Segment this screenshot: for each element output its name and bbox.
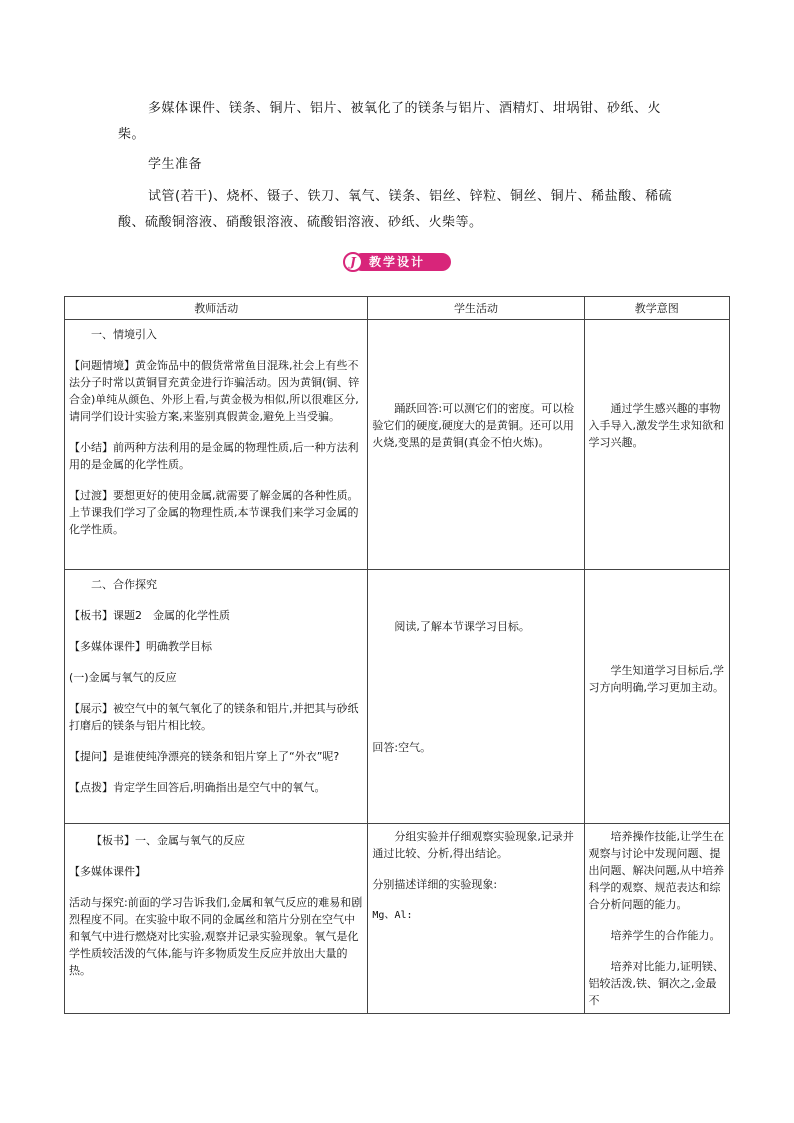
row2-guide: 【点拨】肯定学生回答后,明确指出是空气中的氧气。	[69, 781, 326, 794]
row3-intent-skills: 培养操作技能,让学生在观察与讨论中发现问题、提出问题、解决问题,从中培养科学的观察、规范表达和综合分析问题的能力。	[588, 830, 725, 911]
row2-multimedia: 【多媒体课件】明确教学目标	[69, 640, 212, 653]
row1-student-answer: 踊跃回答:可以测它们的密度。可以检验它们的硬度,硬度大的是黄铜。还可以用火烧,变黑的是黄铜(真金不怕火炼)。	[372, 402, 575, 449]
row3-intent-compare: 培养对比能力,证明镁、铝较活泼,铁、铜次之,金最不	[588, 960, 725, 1007]
row1-intent: 通过学生感兴趣的事物入手导入,激发学生求知欲和学习兴趣。	[588, 402, 725, 449]
badge-label: 教学设计	[369, 255, 426, 269]
row1-summary: 【小结】前两种方法利用的是金属的物理性质,后一种方法利用的是金属的化学性质。	[69, 441, 359, 471]
student-cell	[368, 824, 584, 1014]
row2-board: 【板书】课题2 金属的化学性质	[69, 609, 230, 622]
row1-problem: 【问题情境】黄金饰品中的假货常常鱼目混珠,社会上有些不法分子时常以黄铜冒充黄金进行诈骗活动。因为黄铜(铜、锌合金)单纯从颜色、外形上看,与黄金极为相似,所以很难区分,请同学们设计实验方案,来鉴别真假黄金,避免上当受骗。	[69, 359, 360, 423]
row3-student-experiment: 分组实验并仔细观察实验现象,记录并通过比较、分析,得出结论。	[372, 830, 574, 860]
header-student-activity: 学生活动	[368, 297, 584, 320]
student-materials-text: 试管(若干)、烧杯、镊子、铁刀、氧气、镁条、铝丝、锌粒、铜丝、铜片、稀盐酸、稀硫酸、硫酸铜溶液、硝酸银溶液、硫酸铝溶液、砂纸、火柴等。	[118, 189, 673, 230]
student-cell	[368, 570, 584, 824]
row3-student-mg-al: Mg、Al:	[372, 910, 413, 921]
student-cell	[368, 320, 584, 570]
teacher-cell	[65, 320, 368, 570]
row2-question: 【提问】是谁使纯净漂亮的镁条和铝片穿上了“外衣”呢?	[69, 750, 340, 763]
row2-student-read: 阅读,了解本节课学习目标。	[394, 620, 530, 633]
lesson-design-table	[64, 296, 730, 1014]
row3-board: 【板书】一、金属与氧气的反应	[91, 834, 245, 847]
row2-section-title: 二、合作探究	[91, 578, 157, 591]
header-teacher-activity: 教师活动	[65, 297, 368, 320]
header-teaching-intent: 教学意图	[584, 297, 729, 320]
row3-activity: 活动与探究:前面的学习告诉我们,金属和氧气反应的难易和剧烈程度不同。在实验中取不同的金属丝和箔片分别在空气中和氧气中进行燃烧对比实验,观察并记录实验现象。氧气是化学性质较活泼的气体,能与许多物质发生反应并放出大量的热。	[69, 896, 363, 977]
student-prep-title: 学生准备	[148, 157, 203, 172]
row1-section-title: 一、情境引入	[91, 328, 157, 341]
teacher-materials-text: 多媒体课件、镁条、铜片、铝片、被氧化了的镁条与铝片、酒精灯、坩埚钳、砂纸、火柴。	[118, 101, 662, 142]
table-row	[65, 320, 730, 570]
intent-cell	[584, 320, 729, 570]
teacher-cell	[65, 570, 368, 824]
row2-subsection: (一)金属与氧气的反应	[69, 671, 177, 684]
intent-cell	[584, 570, 729, 824]
row3-multimedia: 【多媒体课件】	[69, 865, 146, 878]
row3-student-describe: 分别描述详细的实验现象:	[372, 878, 498, 891]
row2-intent: 学生知道学习目标后,学习方向明确,学习更加主动。	[588, 664, 725, 694]
table-header-row	[65, 297, 730, 320]
teacher-cell	[65, 824, 368, 1014]
table-row	[65, 570, 730, 824]
table-row	[65, 824, 730, 1014]
badge-letter-icon: J	[343, 252, 363, 272]
row2-display: 【展示】被空气中的氧气氧化了的镁条和铝片,并把其与砂纸打磨后的镁条与铝片相比较。	[69, 702, 359, 732]
row1-transition: 【过渡】要想更好的使用金属,就需要了解金属的各种性质。上节课我们学习了金属的物理性质,本节课我们来学习金属的化学性质。	[69, 489, 359, 536]
intent-cell	[584, 824, 729, 1014]
row3-intent-cooperation: 培养学生的合作能力。	[610, 929, 721, 942]
row2-student-answer: 回答:空气。	[372, 741, 432, 754]
section-badge	[343, 252, 451, 272]
